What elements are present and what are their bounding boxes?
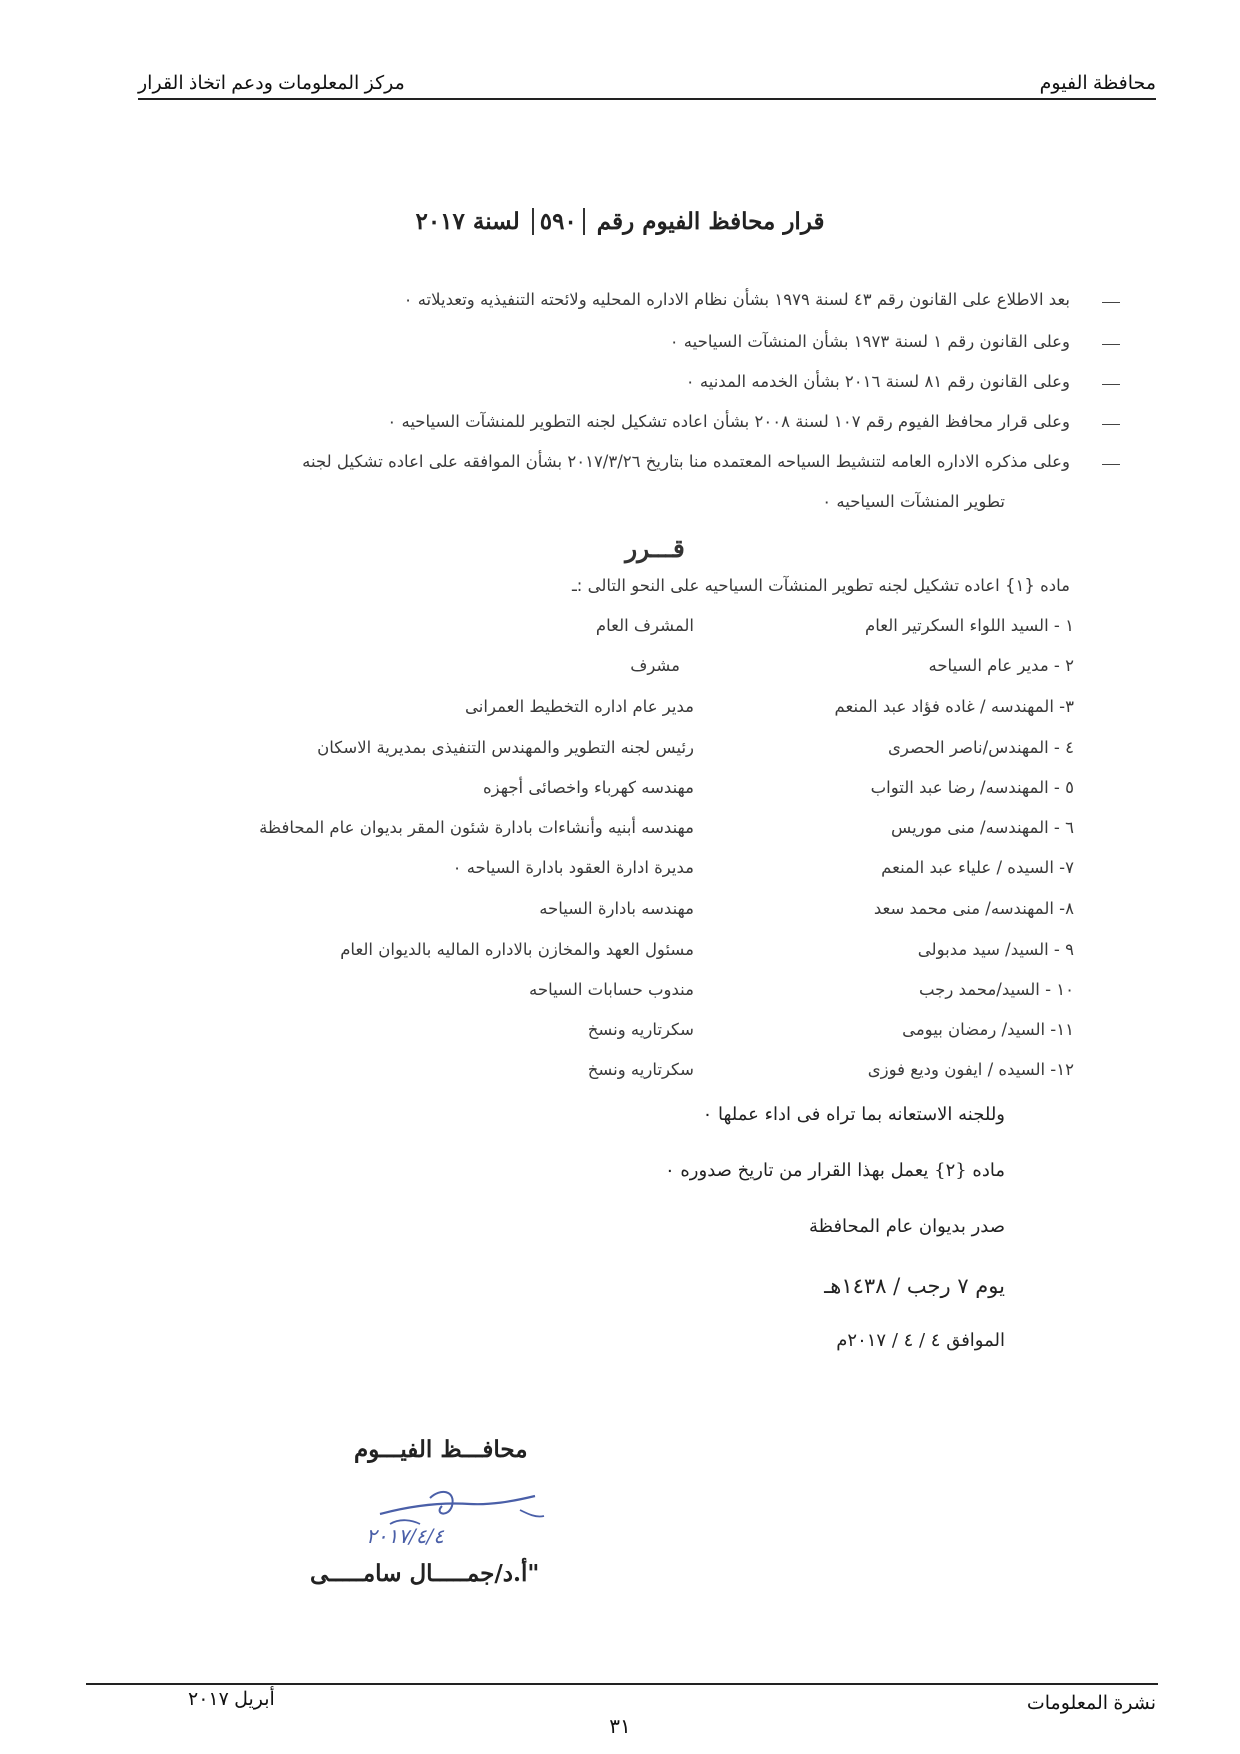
member-name: ٨- المهندسه/ منى محمد سعد: [873, 899, 1074, 918]
preamble-line: وعلى القانون رقم ١ لسنة ١٩٧٣ بشأن المنشآت السياحيه ٠: [669, 332, 1070, 351]
header-right-text: محافظة الفيوم: [1039, 73, 1156, 94]
preamble-line: وعلى مذكره الاداره العامه لتنشيط السياحه المعتمده منا بتاريخ ٢٠١٧/٣/٢٦ بشأن الموافقه على اعاده تشكيل لجنه: [302, 452, 1070, 471]
member-name: ٧- السيده / علياء عبد المنعم: [881, 858, 1074, 877]
member-role: رئيس لجنه التطوير والمهندس التنفيذى بمديرية الاسكان: [317, 738, 694, 757]
title-suffix: لسنة ٢٠١٧: [415, 208, 520, 235]
header-left-text: مركز المعلومات ودعم اتخاذ القرار: [138, 73, 405, 94]
decides-heading: [520, 534, 790, 563]
member-role: مهندسه بادارة السياحه: [539, 899, 694, 918]
signature-date: ٢٠١٧/٤/٤: [366, 1524, 444, 1548]
member-name: ٦ - المهندسه/ منى موريس: [891, 818, 1074, 837]
footer-right-text: نشرة المعلومات: [1026, 1693, 1156, 1714]
member-role: سكرتاريه ونسخ: [587, 1060, 694, 1079]
member-name: ١٠ - السيد/محمد رجب: [918, 980, 1074, 999]
bullet-dash: [1102, 344, 1120, 345]
footer-left-text: أبريل ٢٠١٧: [188, 1689, 275, 1710]
page-number: ٣١: [609, 1716, 631, 1738]
member-role: سكرتاريه ونسخ: [587, 1020, 694, 1039]
member-role: مهندسه كهرباء واخصائى أجهزه: [482, 778, 694, 797]
decree-number: ٥٩٠: [532, 208, 585, 235]
member-name: ٥ - المهندسه/ رضا عبد التواب: [870, 778, 1074, 797]
member-name: ١٢- السيده / ايفون وديع فوزى: [867, 1060, 1074, 1079]
header-divider: [138, 98, 1156, 100]
gregorian-date: الموافق ٤ / ٤ / ٢٠١٧م: [836, 1330, 1005, 1351]
member-role: مهندسه أبنيه وأنشاءات بادارة شئون المقر بديوان عام المحافظة: [259, 818, 694, 837]
member-name: ٢ - مدير عام السياحه: [928, 656, 1074, 675]
bullet-dash: [1102, 424, 1120, 425]
issued-at: صدر بديوان عام المحافظة: [809, 1216, 1005, 1237]
member-name: ١ - السيد اللواء السكرتير العام: [864, 616, 1074, 635]
preamble-line: وعلى قرار محافظ الفيوم رقم ١٠٧ لسنة ٢٠٠٨ بشأن اعاده تشكيل لجنه التطوير للمنشآت السياحيه ٠: [387, 412, 1070, 431]
member-role: مندوب حسابات السياحه: [529, 980, 694, 999]
hijri-date: يوم ٧ رجب / ١٤٣٨هـ: [824, 1274, 1005, 1298]
member-role: المشرف العام: [595, 616, 694, 635]
member-name: ١١- السيد/ رمضان بيومى: [902, 1020, 1074, 1039]
bullet-dash: [1102, 302, 1120, 303]
bullet-dash: [1102, 384, 1120, 385]
preamble-continuation: تطوير المنشآت السياحيه ٠: [822, 492, 1005, 511]
decides-text: قـــرر: [625, 534, 685, 563]
member-role: مدير عام اداره التخطيط العمرانى: [465, 697, 694, 716]
bullet-dash: [1102, 464, 1120, 465]
member-name: ٣- المهندسه / غاده فؤاد عبد المنعم: [834, 697, 1074, 716]
preamble-line: بعد الاطلاع على القانون رقم ٤٣ لسنة ١٩٧٩ بشأن نظام الاداره المحليه ولائحته التنفيذيه وتعديلاته ٠: [403, 290, 1070, 309]
member-name: ٩ - السيد/ سيد مدبولى: [917, 940, 1074, 959]
member-name: ٤ - المهندس/ناصر الحصرى: [888, 738, 1074, 757]
handwritten-signature: [360, 1484, 570, 1560]
governor-name: "أ.د/جمـــــال سامـــــى: [310, 1560, 540, 1587]
preamble-line: وعلى القانون رقم ٨١ لسنة ٢٠١٦ بشأن الخدمه المدنيه ٠: [685, 372, 1070, 391]
article-2: ماده {٢} يعمل بهذا القرار من تاريخ صدوره ٠: [664, 1160, 1005, 1181]
article-1: ماده {١} اعاده تشكيل لجنه تطوير المنشآت السياحيه على النحو التالى :ـ: [571, 576, 1070, 595]
footer-divider: [86, 1683, 1158, 1685]
governor-office: محافـــظ الفيـــوم: [354, 1436, 528, 1463]
member-role: مديرة ادارة العقود بادارة السياحه ٠: [452, 858, 694, 877]
member-role: مسئول العهد والمخازن بالاداره الماليه بالديوان العام: [340, 940, 694, 959]
title-prefix: قرار محافظ الفيوم رقم: [596, 208, 825, 235]
member-role: مشرف: [630, 656, 680, 675]
committee-clause: وللجنه الاستعانه بما تراه فى اداء عملها ٠: [702, 1104, 1005, 1125]
decree-title: [300, 208, 940, 235]
